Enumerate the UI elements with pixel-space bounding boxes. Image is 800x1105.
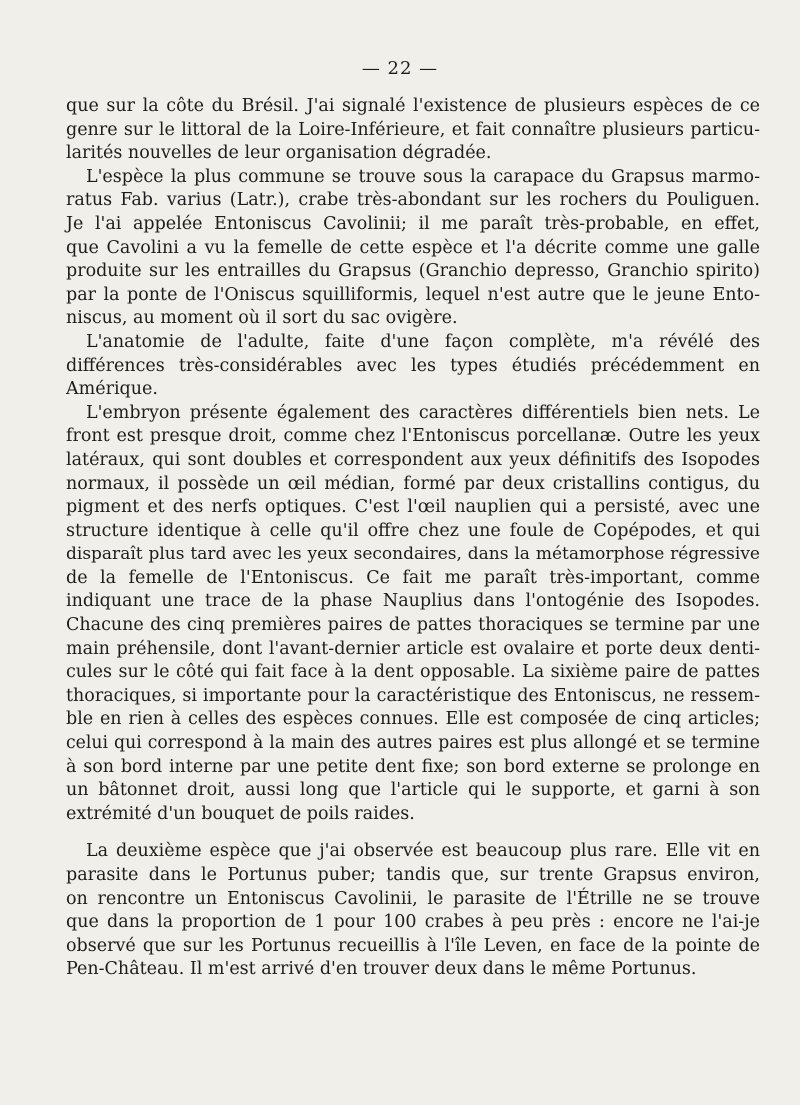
text-line: Je l'ai appelée Entoniscus Cavolinii; il me paraît très-probable, en effet, <box>66 213 760 234</box>
text-line: Amérique. <box>66 379 158 400</box>
text-line: normaux, il possède un œil médian, formé par deux cristallins contigus, du <box>66 473 760 494</box>
text-line: on rencontre un Entoniscus Cavolinii, le parasite de l'Étrille ne se trouve <box>66 888 760 909</box>
text-line: Pen-Château. Il m'est arrivé d'en trouver deux dans le même Portunus. <box>66 959 697 980</box>
paragraph-2 <box>66 166 760 331</box>
text-line: disparaît plus tard avec les yeux secondaires, dans la métamorphose régressive <box>66 544 760 565</box>
text-line: main préhensile, dont l'avant-dernier article est ovalaire et porte deux denti- <box>66 638 760 659</box>
text-line: par la ponte de l'Oniscus squilliformis, lequel n'est autre que le jeune Ento- <box>66 284 760 305</box>
paragraph-4 <box>66 402 760 827</box>
text-line: Chacune des cinq premières paires de pattes thoraciques se termine par une <box>66 615 760 636</box>
text-line: thoraciques, si importante pour la caractéristique des Entoniscus, ne ressem- <box>66 685 760 706</box>
text-line: que sur la côte du Brésil. J'ai signalé l'existence de plusieurs espèces de ce <box>66 96 760 116</box>
text-line: extrémité d'un bouquet de poils raides. <box>66 803 415 824</box>
text-line: latéraux, qui sont doubles et correspondent aux yeux définitifs des Isopodes <box>66 449 760 470</box>
text-line: à son bord interne par une petite dent fixe; son bord externe se prolonge en <box>66 756 760 777</box>
paragraph-5 <box>66 840 760 982</box>
body-text <box>66 95 760 982</box>
text-line: indiquant une trace de la phase Nauplius dans l'ontogénie des Isopodes. <box>66 591 760 612</box>
text-line: larités nouvelles de leur organisation dégradée. <box>66 143 492 164</box>
text-line: différences très-considérables avec les types étudiés précédemment en <box>66 355 760 376</box>
text-line: observé que sur les Portunus recueillis à l'île Leven, en face de la pointe de <box>66 935 760 956</box>
text-line: La deuxième espèce que j'ai observée est beaucoup plus rare. Elle vit en <box>86 841 760 862</box>
text-line: un bâtonnet droit, aussi long que l'article qui le supporte, et garni à son <box>66 780 760 801</box>
text-line: structure identique à celle qu'il offre chez une foule de Copépodes, et qui <box>66 520 760 541</box>
text-line: parasite dans le Portunus puber; tandis que, sur trente Grapsus environ, <box>66 865 760 885</box>
paragraph-3 <box>66 331 760 402</box>
text-line: L'anatomie de l'adulte, faite d'une façon complète, m'a révélé des <box>86 331 760 352</box>
text-line: cules sur le côté qui fait face à la dent opposable. La sixième paire de pattes <box>66 662 760 683</box>
text-line: ratus Fab. varius (Latr.), crabe très-abondant sur les rochers du Pouliguen. <box>66 190 760 211</box>
paragraph-1 <box>66 95 760 166</box>
text-line: produite sur les entrailles du Grapsus (Granchio depresso, Granchio spirito) <box>66 261 760 282</box>
text-line: que Cavolini a vu la femelle de cette espèce et l'a décrite comme une galle <box>66 237 760 258</box>
page-number: — 22 — <box>361 58 439 79</box>
text-line: front est presque droit, comme chez l'Entoniscus porcellanæ. Outre les yeux <box>66 426 760 447</box>
text-line: genre sur le littoral de la Loire-Inférieure, et fait connaître plusieurs particu- <box>66 119 760 140</box>
text-line: pigment et des nerfs optiques. C'est l'œil nauplien qui a persisté, avec une <box>66 497 760 518</box>
text-line: L'embryon présente également des caractères différentiels bien nets. Le <box>86 402 760 423</box>
text-line: ble en rien à celles des espèces connues. Elle est composée de cinq articles; <box>66 709 760 730</box>
text-line: niscus, au moment où il sort du sac ovigère. <box>66 308 458 329</box>
text-line: que dans la proportion de 1 pour 100 crabes à peu près : encore ne l'ai-je <box>66 912 760 933</box>
text-line: L'espèce la plus commune se trouve sous la carapace du Grapsus marmo- <box>86 166 760 187</box>
text-line: celui qui correspond à la main des autres paires est plus allongé et se termine <box>66 733 760 754</box>
text-line: de la femelle de l'Entoniscus. Ce fait me paraît très-important, comme <box>66 567 760 588</box>
